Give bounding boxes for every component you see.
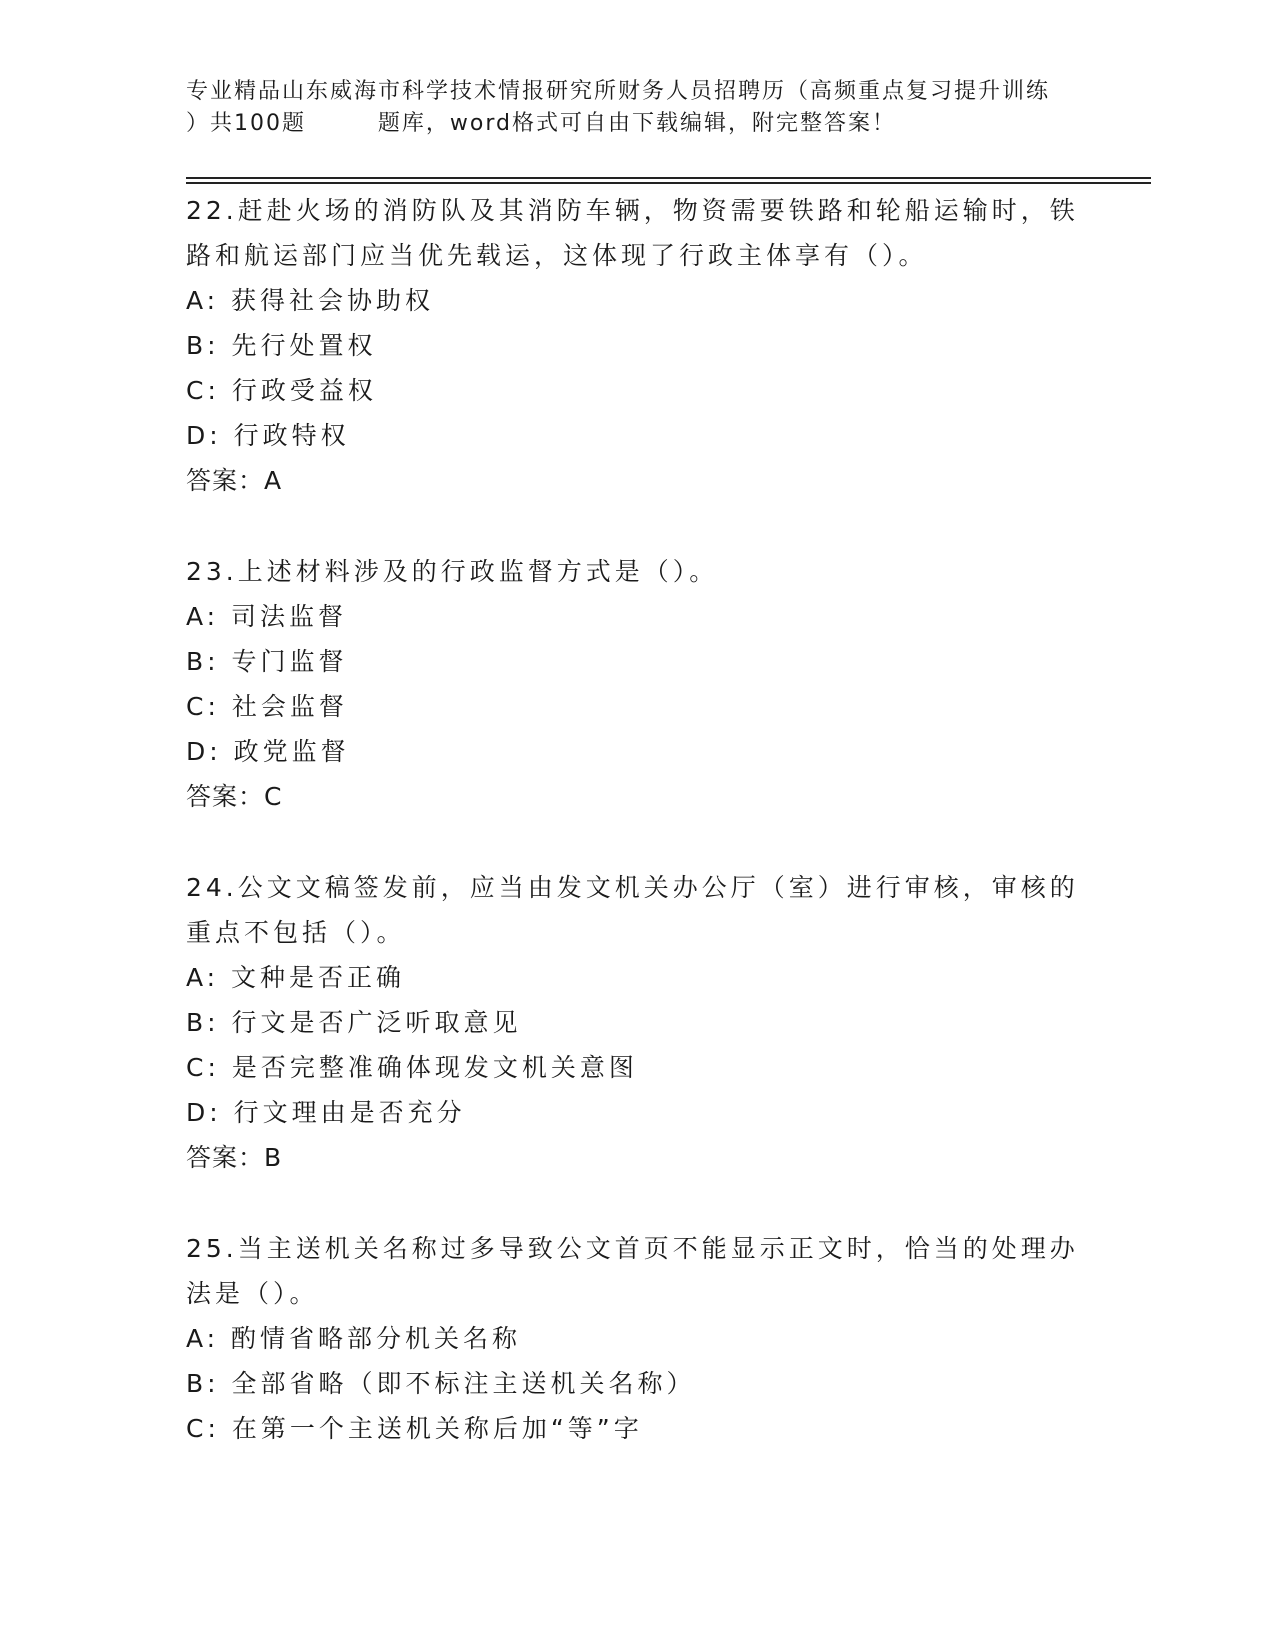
answer: 答案：A	[186, 466, 283, 495]
option-c: C: 社会监督	[186, 692, 348, 721]
option-a: A: 文种是否正确	[186, 963, 406, 992]
question-text: 25.当主送机关名称过多导致公文首页不能显示正文时，恰当的处理办法是（）。	[186, 1234, 1079, 1308]
question-22	[186, 188, 1086, 503]
option-b: B: 全部省略（即不标注主送机关名称）	[186, 1369, 696, 1398]
question-text: 24.公文文稿签发前，应当由发文机关办公厅（室）进行审核，审核的重点不包括（）。	[186, 873, 1079, 947]
question-list	[186, 188, 1086, 1497]
header-divider-bottom	[186, 182, 1151, 184]
header-divider-top	[186, 177, 1151, 179]
question-23	[186, 549, 1086, 819]
option-b: B: 先行处置权	[186, 331, 377, 360]
header-line-1: 专业精品山东威海市科学技术情报研究所财务人员招聘历（高频重点复习提升训练	[186, 79, 1051, 104]
question-25	[186, 1226, 1086, 1451]
option-a: A: 获得社会协助权	[186, 286, 435, 315]
option-c: C: 行政受益权	[186, 376, 377, 405]
option-b: B: 行文是否广泛听取意见	[186, 1008, 522, 1037]
answer: 答案：B	[186, 1143, 283, 1172]
option-d: D: 行政特权	[186, 421, 350, 450]
document-header	[186, 76, 1086, 140]
question-24	[186, 865, 1086, 1180]
option-d: D: 政党监督	[186, 737, 350, 766]
question-text: 23.上述材料涉及的行政监督方式是（）。	[186, 557, 719, 586]
header-line-2: ）共100题 题库，word格式可自由下载编辑，附完整答案！	[186, 111, 897, 136]
option-b: B: 专门监督	[186, 647, 348, 676]
answer: 答案：C	[186, 782, 283, 811]
option-d: D: 行文理由是否充分	[186, 1098, 466, 1127]
option-c: C: 是否完整准确体现发文机关意图	[186, 1053, 638, 1082]
option-a: A: 司法监督	[186, 602, 348, 631]
option-a: A: 酌情省略部分机关名称	[186, 1324, 522, 1353]
option-c: C: 在第一个主送机关称后加“等”字	[186, 1414, 643, 1443]
question-text: 22.赶赴火场的消防队及其消防车辆，物资需要铁路和轮船运输时，铁路和航运部门应当优先载运，这体现了行政主体享有（）。	[186, 196, 1079, 270]
